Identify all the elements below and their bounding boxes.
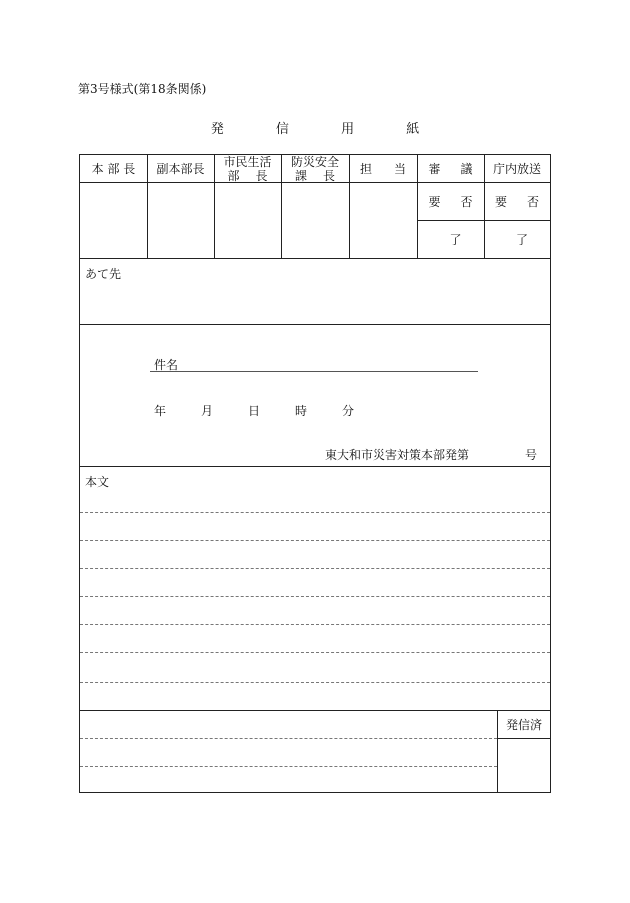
sent-label: 発信済 <box>505 717 542 732</box>
destination-field[interactable] <box>80 259 550 324</box>
day-label: 日 <box>247 404 260 418</box>
destination-divider <box>80 324 550 325</box>
header-line <box>295 169 335 183</box>
broadcast-need-toggle[interactable] <box>484 183 550 220</box>
subject-field[interactable] <box>150 371 478 372</box>
done-mark: 了 <box>515 232 528 247</box>
need-no: 否 <box>460 194 473 209</box>
body-line <box>80 766 497 767</box>
title-char: 用 <box>341 122 355 137</box>
header-char: 議 <box>460 161 473 176</box>
hour-label: 時 <box>294 404 307 418</box>
done-mark: 了 <box>449 232 462 247</box>
month-label: 月 <box>200 404 213 418</box>
stamp-fukuhonbucho[interactable] <box>147 183 214 258</box>
page-title <box>0 118 630 137</box>
sent-stamp-field[interactable] <box>498 739 550 792</box>
header-char: 長 <box>255 168 268 183</box>
header-chonai-hoso: 庁内放送 <box>492 161 541 176</box>
form-number: 第3号様式(第18条関係) <box>78 82 207 96</box>
issuer-label: 東大和市災害対策本部発第 <box>325 448 470 462</box>
header-bosai-anzen-kacho <box>281 155 349 182</box>
stamp-honbucho[interactable] <box>80 183 147 258</box>
header-line: 防災安全 <box>290 154 339 169</box>
title-char: 信 <box>275 122 289 137</box>
body-field[interactable] <box>80 467 550 710</box>
need-yes: 要 <box>495 194 508 209</box>
year-label: 年 <box>154 404 167 418</box>
issuer-suffix: 号 <box>525 448 538 462</box>
broadcast-done[interactable] <box>484 221 550 258</box>
need-yes: 要 <box>428 194 441 209</box>
stamp-shimin-seikatsu-bucho[interactable] <box>214 183 281 258</box>
header-honbucho: 本 部 長 <box>91 161 136 176</box>
header-char: 担 <box>360 161 373 176</box>
stamp-tanto[interactable] <box>349 183 417 258</box>
header-line <box>228 169 268 183</box>
datetime-row[interactable] <box>154 402 354 419</box>
body-line <box>80 738 497 739</box>
title-char: 発 <box>210 122 224 137</box>
header-char: 部 <box>227 168 240 183</box>
title-char: 紙 <box>406 122 420 137</box>
header-line: 市民生活 <box>223 154 272 169</box>
minute-label: 分 <box>341 404 354 418</box>
header-tanto <box>349 155 417 182</box>
header-shimin-seikatsu-bucho <box>214 155 281 182</box>
shingi-done[interactable] <box>417 221 484 258</box>
need-no: 否 <box>526 194 539 209</box>
header-char: 課 <box>295 168 308 183</box>
header-char: 当 <box>393 161 406 176</box>
body-label: 本文 <box>85 475 110 489</box>
header-char: 長 <box>322 168 335 183</box>
stamp-bosai-anzen-kacho[interactable] <box>281 183 349 258</box>
shingi-need-toggle[interactable] <box>417 183 484 220</box>
body-divider-solid <box>80 710 550 711</box>
header-fukuhonbucho: 副本部長 <box>156 161 205 176</box>
form-table <box>79 154 551 793</box>
header-char: 審 <box>428 161 441 176</box>
header-shingi <box>417 155 484 182</box>
subject-label: 件名 <box>154 358 179 372</box>
destination-label: あて先 <box>85 267 122 281</box>
